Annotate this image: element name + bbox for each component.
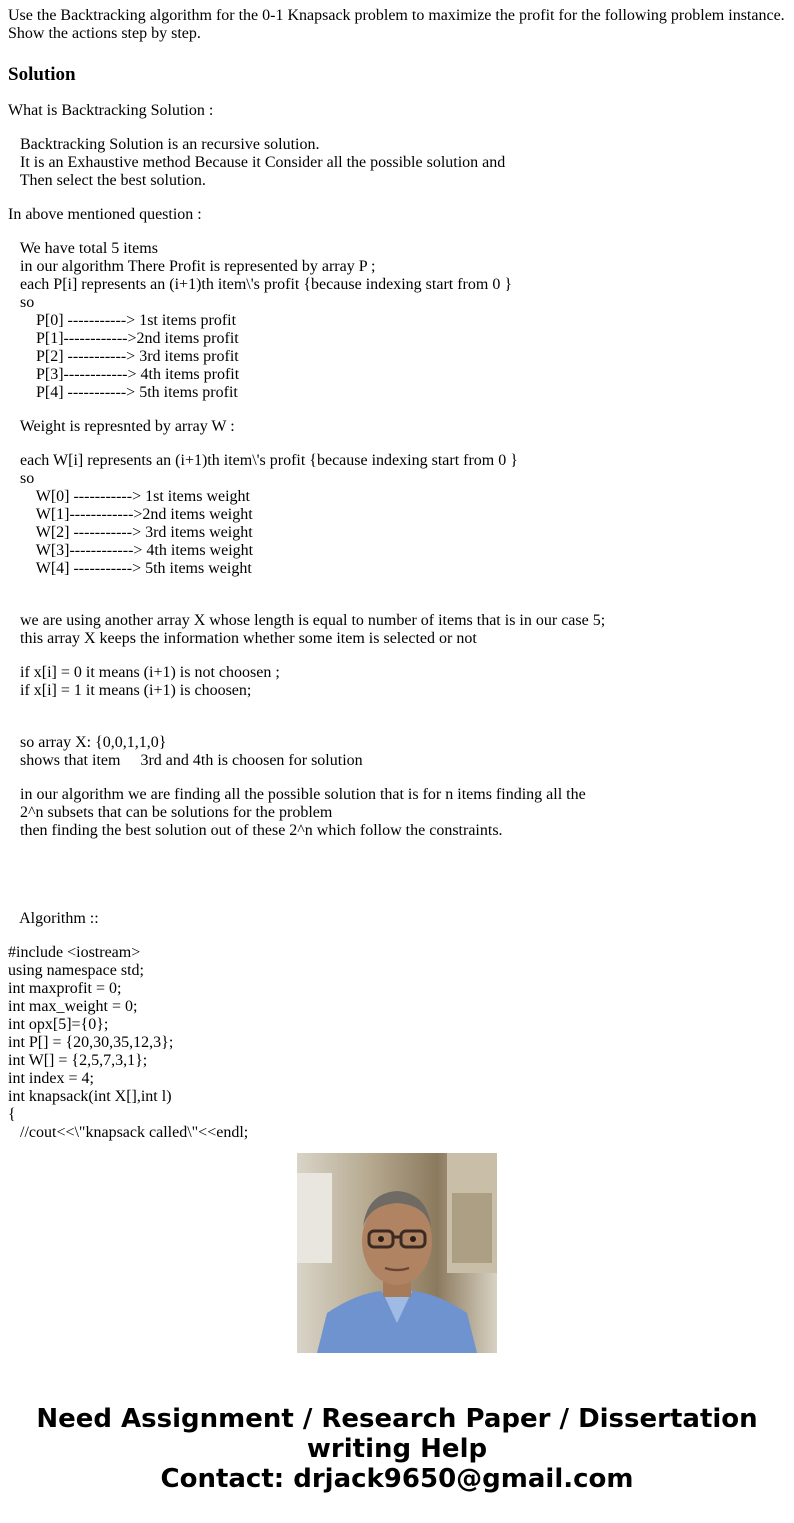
text-line: Then select the best solution. bbox=[8, 172, 206, 189]
text-line: each P[i] represents an (i+1)th item\'s profit {because indexing start from 0 } bbox=[8, 276, 513, 293]
paragraph-gap bbox=[8, 436, 794, 452]
text-line: if x[i] = 0 it means (i+1) is not choosen ; bbox=[8, 664, 280, 681]
paragraph-gap bbox=[8, 770, 794, 786]
text-line: so bbox=[8, 294, 35, 311]
solution-body bbox=[8, 102, 794, 1141]
text-line: P[4] -----------> 5th items profit bbox=[8, 384, 238, 401]
text-line bbox=[8, 858, 794, 876]
promo-contact: Contact: drjack9650@gmail.com bbox=[160, 1464, 634, 1494]
text-line: We have total 5 items bbox=[8, 240, 158, 257]
text-line: int maxprofit = 0; bbox=[8, 980, 122, 997]
promo-footer bbox=[0, 1404, 794, 1494]
text-line: P[1]------------>2nd items profit bbox=[8, 330, 239, 347]
text-line: so bbox=[8, 470, 35, 487]
text-line bbox=[8, 578, 794, 596]
text-line: shows that item 3rd and 4th is choosen for solution bbox=[8, 752, 363, 769]
promo-line-1: Need Assignment / Research Paper / Dissertation bbox=[36, 1404, 758, 1434]
paragraph-gap bbox=[8, 928, 794, 944]
text-line: int W[] = {2,5,7,3,1}; bbox=[8, 1052, 148, 1069]
text-line: #include <iostream> bbox=[8, 944, 141, 961]
text-line: W[0] -----------> 1st items weight bbox=[8, 488, 250, 505]
person-portrait-image bbox=[297, 1153, 497, 1353]
paragraph-gap bbox=[8, 190, 794, 206]
text-line: 2^n subsets that can be solutions for the problem bbox=[8, 804, 333, 821]
text-line: using namespace std; bbox=[8, 962, 144, 979]
text-line: W[2] -----------> 3rd items weight bbox=[8, 524, 253, 541]
text-line: Weight is represnted by array W : bbox=[8, 418, 235, 435]
text-line: int knapsack(int X[],int l) bbox=[8, 1088, 172, 1105]
text-line: In above mentioned question : bbox=[8, 206, 202, 223]
text-line: What is Backtracking Solution : bbox=[8, 102, 214, 119]
text-line: this array X keeps the information whether some item is selected or not bbox=[8, 630, 477, 647]
text-line: we are using another array X whose length is equal to number of items that is in our case 5; bbox=[8, 612, 606, 629]
text-line: int max_weight = 0; bbox=[8, 998, 138, 1015]
text-line: Algorithm :: bbox=[8, 910, 99, 927]
promo-line-2: writing Help bbox=[306, 1434, 488, 1464]
text-line: then finding the best solution out of these 2^n which follow the constraints. bbox=[8, 822, 503, 839]
text-line bbox=[8, 700, 794, 718]
text-line: P[3]------------> 4th items profit bbox=[8, 366, 240, 383]
author-photo bbox=[297, 1153, 497, 1353]
text-line bbox=[8, 840, 794, 858]
solution-heading: Solution bbox=[8, 64, 76, 85]
text-line: int index = 4; bbox=[8, 1070, 94, 1087]
text-line: It is an Exhaustive method Because it Consider all the possible solution and bbox=[8, 154, 506, 171]
text-line: each W[i] represents an (i+1)th item\'s profit {because indexing start from 0 } bbox=[8, 452, 518, 469]
text-line: W[4] -----------> 5th items weight bbox=[8, 560, 252, 577]
text-line: so array X: {0,0,1,1,0} bbox=[8, 734, 167, 751]
text-line: in our algorithm we are finding all the possible solution that is for n items finding all the bbox=[8, 786, 586, 803]
text-line: W[3]------------> 4th items weight bbox=[8, 542, 254, 559]
text-line bbox=[8, 876, 794, 894]
text-line: P[0] -----------> 1st items profit bbox=[8, 312, 237, 329]
paragraph-gap bbox=[8, 894, 794, 910]
document bbox=[8, 7, 794, 1141]
paragraph-gap bbox=[8, 596, 794, 612]
text-line: int P[] = {20,30,35,12,3}; bbox=[8, 1034, 174, 1051]
text-line: W[1]------------>2nd items weight bbox=[8, 506, 253, 523]
paragraph-gap bbox=[8, 224, 794, 240]
text-line: int opx[5]={0}; bbox=[8, 1016, 109, 1033]
text-line: if x[i] = 1 it means (i+1) is choosen; bbox=[8, 682, 252, 699]
question-text: Use the Backtracking algorithm for the 0-1 Knapsack problem to maximize the profit for the following problem instance. Show the actions step by step. bbox=[8, 7, 785, 42]
text-line: in our algorithm There Profit is represented by array P ; bbox=[8, 258, 376, 275]
paragraph-gap bbox=[8, 648, 794, 664]
text-line: P[2] -----------> 3rd items profit bbox=[8, 348, 239, 365]
text-line: //cout<<\"knapsack called\"<<endl; bbox=[8, 1124, 249, 1141]
text-line: Backtracking Solution is an recursive solution. bbox=[8, 136, 320, 153]
paragraph-gap bbox=[8, 120, 794, 136]
paragraph-gap bbox=[8, 402, 794, 418]
paragraph-gap bbox=[8, 718, 794, 734]
text-line: { bbox=[8, 1106, 16, 1123]
